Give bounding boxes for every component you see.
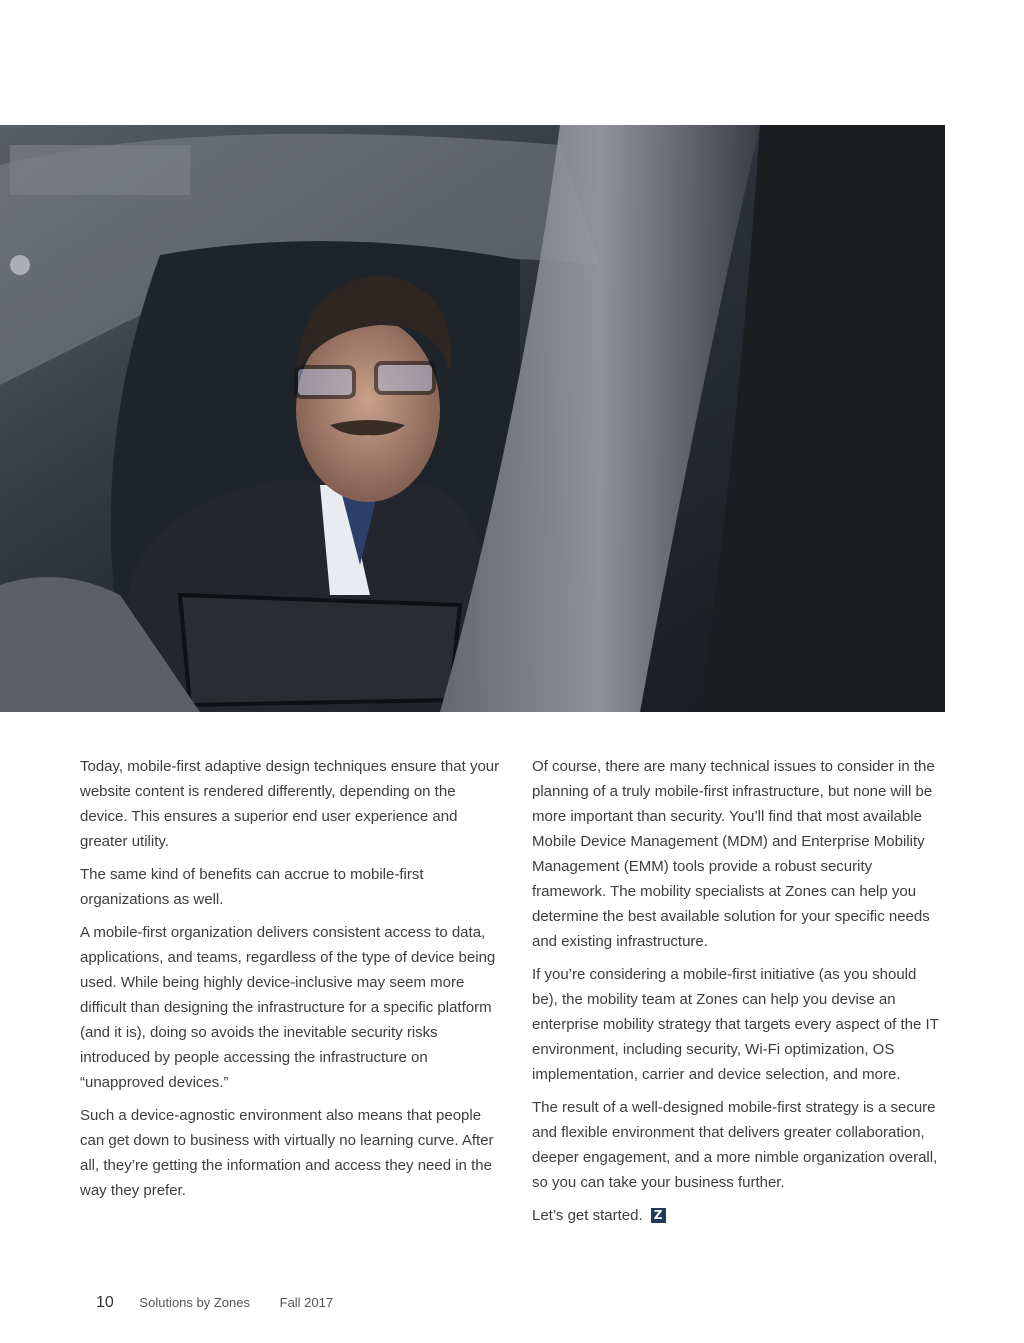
paragraph: Today, mobile-first adaptive design techniques ensure that your website content is rendered differently, depending on the device. This ensures a superior end user experience and greater utility.: [80, 758, 500, 850]
paragraph: The result of a well-designed mobile-first strategy is a secure and flexible environment that delivers greater collaboration, deeper engagement, and a more nimble organization overall, so you can take your business further.: [532, 1099, 938, 1191]
page-footer: [96, 1294, 333, 1312]
zones-logo-icon: Z: [651, 1208, 666, 1223]
paragraph: A mobile-first organization delivers consistent access to data, applications, and teams, regardless of the type of device being used. While being highly device-inclusive may seem more difficult than designing the infrastructure for a specific platform (and it is), doing so avoids the inevitable security risks introduced by people accessing the infrastructure on “unapproved devices.”: [80, 924, 496, 1091]
left-column: [80, 754, 500, 1211]
hero-photo: [0, 125, 945, 712]
paragraph: The same kind of benefits can accrue to mobile-first organizations as well.: [80, 866, 424, 908]
paragraph: If you’re considering a mobile-first initiative (as you should be), the mobility team at Zones can help you devise an enterprise mobility strategy that targets every aspect of the IT environment, including security, Wi-Fi optimization, OS implementation, carrier and device selection, and more.: [532, 966, 939, 1083]
page-number: 10: [96, 1294, 114, 1311]
photo-image-icon: [0, 125, 945, 712]
paragraph: Such a device-agnostic environment also means that people can get down to business with virtually no learning curve. After all, they’re getting the information and access they need in the way they prefer.: [80, 1107, 494, 1199]
publication-name: Solutions by Zones: [139, 1295, 250, 1310]
issue-date: Fall 2017: [279, 1295, 334, 1310]
closing-text: Let’s get started.: [532, 1207, 643, 1224]
closing-line: [532, 1203, 944, 1228]
paragraph: Of course, there are many technical issues to consider in the planning of a truly mobile-first infrastructure, but none will be more important than security. You’ll find that most available Mobile Device Management (MDM) and Enterprise Mobility Management (EMM) tools provide a robust security framework. The mobility specialists at Zones can help you determine the best available solution for your specific needs and existing infrastructure.: [532, 758, 935, 950]
right-column: [532, 754, 944, 1236]
